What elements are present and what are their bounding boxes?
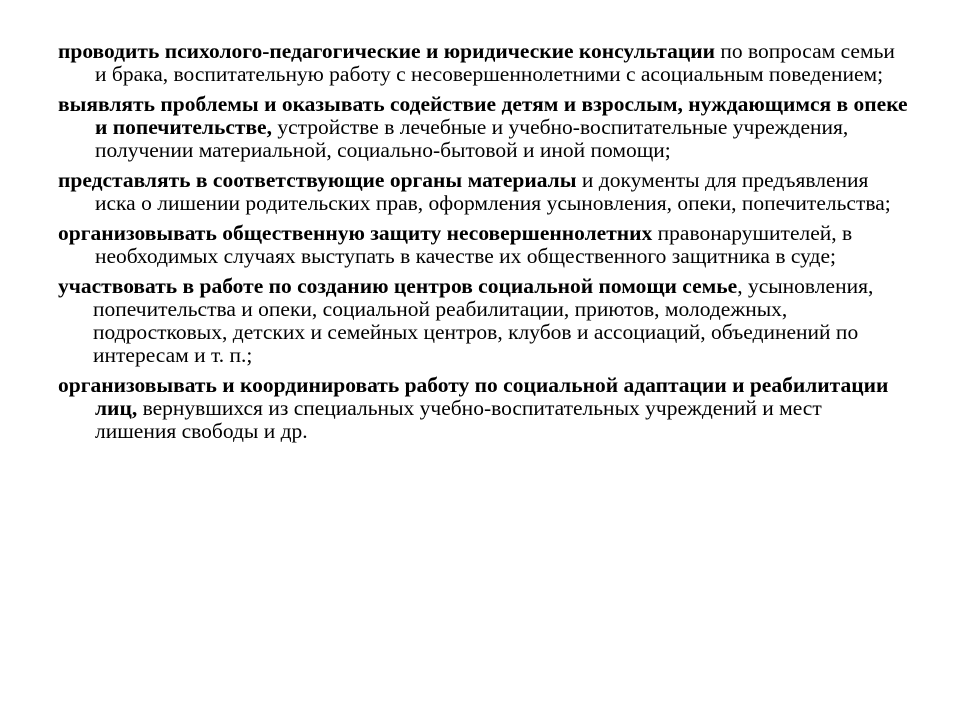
- item-bold-text: представлять в соответствующие органы материалы: [58, 168, 577, 192]
- list-item: [58, 275, 908, 367]
- item-bold-text: участвовать в работе по созданию центров социальной помощи семье: [58, 274, 738, 298]
- item-regular-text: по вопросам семьи и брака, воспитательную работу с несовершеннолетними с асоциальным поведением;: [95, 39, 895, 86]
- item-regular-text: , усыновления, попечительства и опеки, социальной реабилитации, приютов, молодежных, подростковых, детских и семейных центров, клубов и ассоциаций, объединений по интересам и т. п.;: [93, 274, 874, 367]
- list-item: [58, 169, 908, 215]
- item-bold-text: проводить психолого-педагогические и юридические консультации: [58, 39, 715, 63]
- list-item: [58, 40, 908, 86]
- duties-list: [58, 40, 908, 450]
- list-item: [58, 222, 908, 268]
- item-regular-text: правонарушителей, в необходимых случаях выступать в качестве их общественного защитника в суде;: [95, 221, 853, 268]
- item-regular-text: и документы для предъявления иска о лишении родительских прав, оформления усыновления, опеки, попечительства;: [95, 168, 891, 215]
- item-regular-text: вернувшихся из специальных учебно-воспитательных учреждений и мест лишения свободы и др.: [95, 396, 822, 443]
- item-bold-text: организовывать и координировать работу по социальной адаптации и реабилитации лиц,: [58, 373, 889, 420]
- item-bold-text: выявлять проблемы и оказывать содействие детям и взрослым, нуждающимся в опеке и попечительстве,: [58, 92, 908, 139]
- item-bold-text: организовывать общественную защиту несовершеннолетних: [58, 221, 653, 245]
- list-item: [58, 374, 908, 443]
- list-item: [58, 93, 908, 162]
- item-regular-text: устройстве в лечебные и учебно-воспитательные учреждения, получении материальной, социально-бытовой и иной помощи;: [95, 115, 849, 162]
